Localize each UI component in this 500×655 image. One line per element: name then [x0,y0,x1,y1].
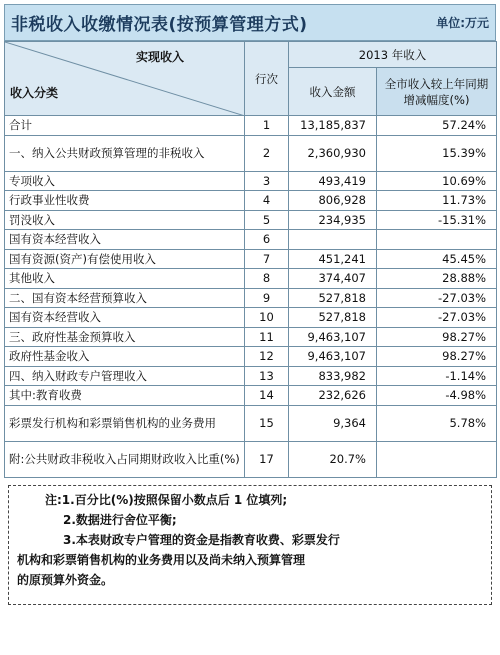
row-amount-cell: 2,360,930 [289,135,377,171]
growth-header: 全市收入较上年同期增减幅度(%) [377,68,497,116]
note-line: 2.数据进行舍位平衡; [63,512,177,527]
row-label-cell: 其中:教育收费 [5,386,245,406]
row-label-cell: 行政事业性收费 [5,191,245,211]
row-no-cell: 1 [245,116,289,136]
table-row [5,135,497,171]
note-line: 机构和彩票销售机构的业务费用以及尚未纳入预算管理 [17,552,306,567]
row-no-cell: 13 [245,366,289,386]
row-label-cell: 国有资本经营收入 [5,308,245,328]
table-row [5,347,497,367]
table-row [5,171,497,191]
header-row-1 [5,42,497,68]
row-amount-cell: 493,419 [289,171,377,191]
table-body [5,116,497,478]
diagonal-line [5,42,245,116]
corner-diagonal-cell [5,42,245,116]
row-label-cell: 三、政府性基金预算收入 [5,327,245,347]
row-amount-cell: 527,818 [289,288,377,308]
row-label-cell: 四、纳入财政专户管理收入 [5,366,245,386]
row-growth-cell [377,441,497,477]
row-amount-cell: 232,626 [289,386,377,406]
table-title: 非税收入收缴情况表(按预算管理方式) [11,15,308,35]
table-row [5,210,497,230]
row-amount-cell: 806,928 [289,191,377,211]
amount-header: 收入金额 [289,68,377,116]
note-line: 注:1.百分比(%)按照保留小数点后 1 位填列; [45,492,288,507]
note-line: 3.本表财政专户管理的资金是指教育收费、彩票发行 [63,532,340,547]
year-group-header: 2013 年收入 [289,42,497,68]
row-amount-cell: 13,185,837 [289,116,377,136]
table-row [5,230,497,250]
row-amount-cell: 833,982 [289,366,377,386]
row-no-cell: 11 [245,327,289,347]
row-label-cell: 其他收入 [5,269,245,289]
row-amount-cell: 527,818 [289,308,377,328]
row-growth-cell: -4.98% [377,386,497,406]
table-row [5,386,497,406]
row-growth-cell: 15.39% [377,135,497,171]
row-no-cell: 8 [245,269,289,289]
row-growth-cell: -27.03% [377,308,497,328]
row-growth-cell [377,230,497,250]
corner-bottom-label: 收入分类 [10,86,59,100]
table-row [5,116,497,136]
title-bar [4,4,496,41]
row-no-cell: 2 [245,135,289,171]
row-growth-cell: 28.88% [377,269,497,289]
unit-label: 单位:万元 [436,16,489,30]
row-no-cell: 14 [245,386,289,406]
row-label-cell: 一、纳入公共财政预算管理的非税收入 [5,135,245,171]
row-amount-cell [289,230,377,250]
row-label-cell: 彩票发行机构和彩票销售机构的业务费用 [5,405,245,441]
table-row [5,441,497,477]
row-growth-cell: 98.27% [377,347,497,367]
row-label-cell: 合计 [5,116,245,136]
row-amount-cell: 20.7% [289,441,377,477]
row-growth-cell: 5.78% [377,405,497,441]
table-row [5,269,497,289]
row-growth-cell: 10.69% [377,171,497,191]
notes-box [8,485,492,605]
table-row [5,288,497,308]
row-no-cell: 12 [245,347,289,367]
row-growth-cell: 57.24% [377,116,497,136]
row-amount-cell: 9,463,107 [289,347,377,367]
row-no-cell: 17 [245,441,289,477]
table-row [5,308,497,328]
row-no-cell: 5 [245,210,289,230]
row-amount-cell: 451,241 [289,249,377,269]
row-no-cell: 3 [245,171,289,191]
row-label-cell: 罚没收入 [5,210,245,230]
revenue-table [4,41,497,478]
row-label-cell: 专项收入 [5,171,245,191]
table-row [5,327,497,347]
note-line: 的原预算外资金。 [17,572,114,587]
row-label-cell: 国有资本经营收入 [5,230,245,250]
row-amount-cell: 9,463,107 [289,327,377,347]
row-growth-cell: 98.27% [377,327,497,347]
row-amount-cell: 9,364 [289,405,377,441]
row-label-cell: 政府性基金收入 [5,347,245,367]
row-no-cell: 9 [245,288,289,308]
row-amount-cell: 374,407 [289,269,377,289]
row-label-cell: 二、国有资本经营预算收入 [5,288,245,308]
row-no-cell: 6 [245,230,289,250]
table-row [5,405,497,441]
table-row [5,366,497,386]
row-label-cell: 附:公共财政非税收入占同期财政收入比重(%) [5,441,245,477]
row-no-cell: 15 [245,405,289,441]
table-row [5,191,497,211]
row-no-cell: 7 [245,249,289,269]
table-row [5,249,497,269]
row-growth-cell: 11.73% [377,191,497,211]
row-no-cell: 4 [245,191,289,211]
row-no-cell: 10 [245,308,289,328]
row-growth-cell: 45.45% [377,249,497,269]
row-no-header: 行次 [245,42,289,116]
row-growth-cell: -1.14% [377,366,497,386]
corner-top-label: 实现收入 [135,50,184,64]
row-growth-cell: -15.31% [377,210,497,230]
row-label-cell: 国有资源(资产)有偿使用收入 [5,249,245,269]
row-amount-cell: 234,935 [289,210,377,230]
row-growth-cell: -27.03% [377,288,497,308]
